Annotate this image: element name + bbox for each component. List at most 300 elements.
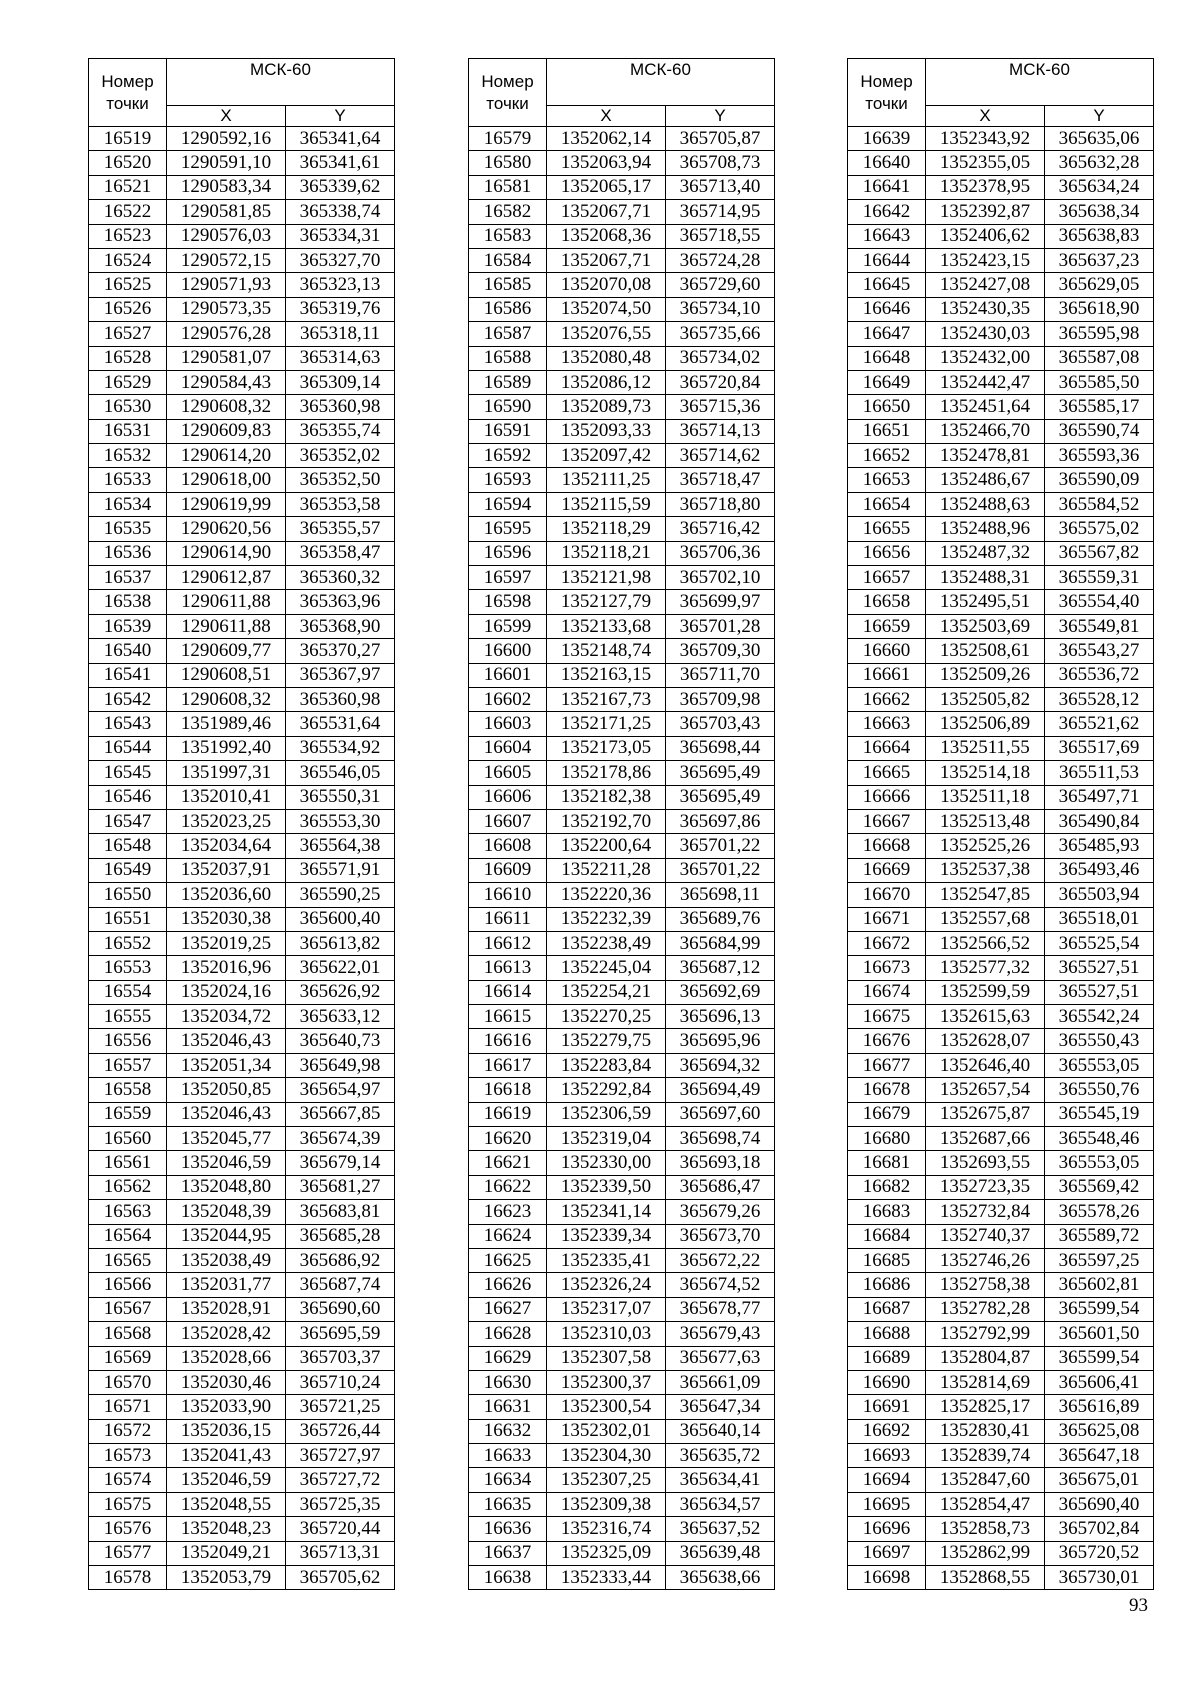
table-row — [89, 712, 395, 736]
y-coordinate-cell: 365640,73 — [286, 1029, 395, 1053]
point-number-cell: 16651 — [848, 419, 926, 443]
y-coordinate-cell: 365314,63 — [286, 346, 395, 370]
point-number-cell: 16578 — [89, 1566, 167, 1590]
table-row — [89, 785, 395, 809]
x-coordinate-cell: 1352031,77 — [167, 1273, 286, 1297]
x-coordinate-cell: 1351989,46 — [167, 712, 286, 736]
y-coordinate-cell: 365318,11 — [286, 322, 395, 346]
y-coordinate-cell: 365309,14 — [286, 370, 395, 394]
point-number-cell: 16661 — [848, 663, 926, 687]
x-coordinate-cell: 1352511,55 — [926, 736, 1045, 760]
point-number-cell: 16685 — [848, 1248, 926, 1272]
point-number-cell: 16630 — [469, 1370, 547, 1394]
table-row — [89, 663, 395, 687]
table-row — [848, 468, 1154, 492]
table-row — [848, 1102, 1154, 1126]
y-coordinate-cell: 365714,62 — [666, 444, 775, 468]
table-row — [469, 517, 775, 541]
y-coordinate-cell: 365695,59 — [286, 1322, 395, 1346]
table-row — [848, 907, 1154, 931]
y-coordinate-cell: 365635,72 — [666, 1444, 775, 1468]
x-coordinate-cell: 1352115,59 — [547, 492, 666, 516]
x-coordinate-cell: 1352488,96 — [926, 517, 1045, 541]
y-coordinate-cell: 365734,02 — [666, 346, 775, 370]
table-row — [469, 1395, 775, 1419]
x-coordinate-cell: 1352615,63 — [926, 1005, 1045, 1029]
table-row — [469, 175, 775, 199]
x-coordinate-cell: 1352046,43 — [167, 1029, 286, 1053]
point-number-cell: 16538 — [89, 590, 167, 614]
table-row — [848, 712, 1154, 736]
x-coordinate-cell: 1352307,25 — [547, 1468, 666, 1492]
point-number-cell: 16698 — [848, 1566, 926, 1590]
y-coordinate-cell: 365618,90 — [1045, 297, 1154, 321]
table-row — [89, 1248, 395, 1272]
table-row — [89, 858, 395, 882]
point-number-cell: 16599 — [469, 614, 547, 638]
x-coordinate-cell: 1352080,48 — [547, 346, 666, 370]
y-coordinate-cell: 365367,97 — [286, 663, 395, 687]
table-row — [848, 931, 1154, 955]
table-row — [848, 200, 1154, 224]
table-row — [469, 444, 775, 468]
x-coordinate-cell: 1352070,08 — [547, 273, 666, 297]
x-coordinate-cell: 1352065,17 — [547, 175, 666, 199]
x-header: X — [547, 105, 666, 126]
point-number-cell: 16582 — [469, 200, 547, 224]
point-number-cell: 16588 — [469, 346, 547, 370]
table-row — [89, 956, 395, 980]
y-coordinate-cell: 365683,81 — [286, 1200, 395, 1224]
x-coordinate-cell: 1352355,05 — [926, 151, 1045, 175]
point-number-cell: 16628 — [469, 1322, 547, 1346]
x-coordinate-cell: 1352037,91 — [167, 858, 286, 882]
point-number-cell: 16687 — [848, 1297, 926, 1321]
x-coordinate-cell: 1290576,28 — [167, 322, 286, 346]
point-number-cell: 16557 — [89, 1053, 167, 1077]
y-coordinate-cell: 365674,52 — [666, 1273, 775, 1297]
y-coordinate-cell: 365718,80 — [666, 492, 775, 516]
y-coordinate-cell: 365647,34 — [666, 1395, 775, 1419]
table-row — [848, 151, 1154, 175]
table-row — [89, 273, 395, 297]
y-coordinate-cell: 365724,28 — [666, 248, 775, 272]
y-coordinate-cell: 365679,14 — [286, 1151, 395, 1175]
x-coordinate-cell: 1290609,77 — [167, 639, 286, 663]
y-coordinate-cell: 365634,41 — [666, 1468, 775, 1492]
x-coordinate-cell: 1290573,35 — [167, 297, 286, 321]
table-row — [848, 1200, 1154, 1224]
y-coordinate-cell: 365584,52 — [1045, 492, 1154, 516]
point-number-header: Номер точки — [848, 59, 926, 127]
point-number-cell: 16527 — [89, 322, 167, 346]
point-number-cell: 16675 — [848, 1005, 926, 1029]
y-coordinate-cell: 365720,52 — [1045, 1541, 1154, 1565]
point-number-cell: 16626 — [469, 1273, 547, 1297]
point-number-cell: 16532 — [89, 444, 167, 468]
point-number-cell: 16562 — [89, 1175, 167, 1199]
x-coordinate-cell: 1352513,48 — [926, 809, 1045, 833]
y-coordinate-cell: 365553,30 — [286, 809, 395, 833]
point-number-cell: 16564 — [89, 1224, 167, 1248]
table-row — [469, 273, 775, 297]
table-row — [89, 566, 395, 590]
point-number-cell: 16567 — [89, 1297, 167, 1321]
point-number-cell: 16619 — [469, 1102, 547, 1126]
point-number-cell: 16542 — [89, 687, 167, 711]
point-number-cell: 16529 — [89, 370, 167, 394]
y-coordinate-cell: 365546,05 — [286, 761, 395, 785]
y-coordinate-cell: 365697,86 — [666, 809, 775, 833]
table-row — [89, 1346, 395, 1370]
x-coordinate-cell: 1290608,32 — [167, 687, 286, 711]
x-coordinate-cell: 1352171,25 — [547, 712, 666, 736]
y-coordinate-cell: 365593,36 — [1045, 444, 1154, 468]
y-coordinate-cell: 365679,43 — [666, 1322, 775, 1346]
point-number-cell: 16534 — [89, 492, 167, 516]
table-row — [469, 1444, 775, 1468]
point-number-cell: 16569 — [89, 1346, 167, 1370]
point-number-cell: 16547 — [89, 809, 167, 833]
point-number-cell: 16696 — [848, 1517, 926, 1541]
table-row — [469, 590, 775, 614]
table-row — [469, 1200, 775, 1224]
x-coordinate-cell: 1352488,31 — [926, 566, 1045, 590]
point-number-cell: 16550 — [89, 883, 167, 907]
x-coordinate-cell: 1352505,82 — [926, 687, 1045, 711]
y-coordinate-cell: 365713,40 — [666, 175, 775, 199]
point-number-cell: 16645 — [848, 273, 926, 297]
x-coordinate-cell: 1352830,41 — [926, 1419, 1045, 1443]
point-number-cell: 16653 — [848, 468, 926, 492]
x-coordinate-cell: 1290609,83 — [167, 419, 286, 443]
point-number-cell: 16629 — [469, 1346, 547, 1370]
table-row — [848, 248, 1154, 272]
table-row — [848, 224, 1154, 248]
y-coordinate-cell: 365695,49 — [666, 761, 775, 785]
x-coordinate-cell: 1352283,84 — [547, 1053, 666, 1077]
table-row — [89, 1517, 395, 1541]
table-row — [848, 1444, 1154, 1468]
y-coordinate-cell: 365569,42 — [1045, 1175, 1154, 1199]
y-coordinate-cell: 365550,43 — [1045, 1029, 1154, 1053]
x-coordinate-cell: 1352307,58 — [547, 1346, 666, 1370]
x-coordinate-cell: 1352804,87 — [926, 1346, 1045, 1370]
point-number-cell: 16668 — [848, 834, 926, 858]
point-number-cell: 16660 — [848, 639, 926, 663]
x-coordinate-cell: 1352019,25 — [167, 931, 286, 955]
point-number-cell: 16535 — [89, 517, 167, 541]
table-row — [848, 517, 1154, 541]
table-row — [848, 1053, 1154, 1077]
y-coordinate-cell: 365542,24 — [1045, 1005, 1154, 1029]
point-number-cell: 16624 — [469, 1224, 547, 1248]
table-row — [469, 419, 775, 443]
point-number-cell: 16554 — [89, 980, 167, 1004]
table-row — [89, 809, 395, 833]
table-row — [469, 1273, 775, 1297]
x-coordinate-cell: 1290608,32 — [167, 395, 286, 419]
y-coordinate-cell: 365709,98 — [666, 687, 775, 711]
point-number-cell: 16693 — [848, 1444, 926, 1468]
y-coordinate-cell: 365585,17 — [1045, 395, 1154, 419]
x-coordinate-cell: 1352758,38 — [926, 1273, 1045, 1297]
table-row — [848, 1541, 1154, 1565]
point-number-cell: 16545 — [89, 761, 167, 785]
y-coordinate-cell: 365690,60 — [286, 1297, 395, 1321]
table-row — [848, 1492, 1154, 1516]
table-row — [469, 1078, 775, 1102]
x-coordinate-cell: 1352053,79 — [167, 1566, 286, 1590]
y-coordinate-cell: 365360,98 — [286, 687, 395, 711]
y-coordinate-cell: 365527,51 — [1045, 980, 1154, 1004]
y-coordinate-cell: 365334,31 — [286, 224, 395, 248]
table-row — [848, 614, 1154, 638]
table-row — [89, 127, 395, 151]
table-row — [89, 1541, 395, 1565]
x-coordinate-cell: 1352392,87 — [926, 200, 1045, 224]
y-coordinate-cell: 365341,64 — [286, 127, 395, 151]
x-coordinate-cell: 1352028,91 — [167, 1297, 286, 1321]
y-coordinate-cell: 365661,09 — [666, 1370, 775, 1394]
y-coordinate-cell: 365689,76 — [666, 907, 775, 931]
point-number-cell: 16540 — [89, 639, 167, 663]
table-row — [89, 419, 395, 443]
y-coordinate-cell: 365705,87 — [666, 127, 775, 151]
point-number-cell: 16667 — [848, 809, 926, 833]
x-coordinate-cell: 1352063,94 — [547, 151, 666, 175]
y-coordinate-cell: 365590,74 — [1045, 419, 1154, 443]
point-number-cell: 16553 — [89, 956, 167, 980]
point-number-cell: 16637 — [469, 1541, 547, 1565]
table-row — [469, 1541, 775, 1565]
point-number-header: Номер точки — [469, 59, 547, 127]
x-coordinate-cell: 1352046,59 — [167, 1151, 286, 1175]
x-coordinate-cell: 1352525,26 — [926, 834, 1045, 858]
y-coordinate-cell: 365684,99 — [666, 931, 775, 955]
x-coordinate-cell: 1352537,38 — [926, 858, 1045, 882]
x-coordinate-cell: 1352858,73 — [926, 1517, 1045, 1541]
x-coordinate-cell: 1352557,68 — [926, 907, 1045, 931]
x-coordinate-cell: 1290581,07 — [167, 346, 286, 370]
x-coordinate-cell: 1352341,14 — [547, 1200, 666, 1224]
y-coordinate-cell: 365590,09 — [1045, 468, 1154, 492]
table-row — [469, 346, 775, 370]
x-coordinate-cell: 1352048,23 — [167, 1517, 286, 1541]
table-row — [469, 1248, 775, 1272]
x-coordinate-cell: 1352148,74 — [547, 639, 666, 663]
point-number-cell: 16627 — [469, 1297, 547, 1321]
x-coordinate-cell: 1352847,60 — [926, 1468, 1045, 1492]
table-row — [469, 224, 775, 248]
y-coordinate-cell: 365678,77 — [666, 1297, 775, 1321]
table-row — [469, 1127, 775, 1151]
table-row — [848, 736, 1154, 760]
page-number: 93 — [1129, 1595, 1148, 1616]
y-coordinate-cell: 365690,40 — [1045, 1492, 1154, 1516]
point-number-cell: 16524 — [89, 248, 167, 272]
x-coordinate-cell: 1352488,63 — [926, 492, 1045, 516]
table-row — [848, 1395, 1154, 1419]
x-coordinate-cell: 1290614,20 — [167, 444, 286, 468]
y-coordinate-cell: 365713,31 — [286, 1541, 395, 1565]
table-row — [848, 663, 1154, 687]
point-number-cell: 16646 — [848, 297, 926, 321]
table-row — [848, 127, 1154, 151]
x-coordinate-cell: 1352310,03 — [547, 1322, 666, 1346]
table-row — [469, 761, 775, 785]
x-coordinate-cell: 1352432,00 — [926, 346, 1045, 370]
x-coordinate-cell: 1352508,61 — [926, 639, 1045, 663]
y-coordinate-cell: 365578,26 — [1045, 1200, 1154, 1224]
point-number-cell: 16636 — [469, 1517, 547, 1541]
x-coordinate-cell: 1352868,55 — [926, 1566, 1045, 1590]
table-row — [89, 492, 395, 516]
y-coordinate-cell: 365727,97 — [286, 1444, 395, 1468]
x-coordinate-cell: 1290572,15 — [167, 248, 286, 272]
table-row — [469, 1419, 775, 1443]
x-coordinate-cell: 1290611,88 — [167, 590, 286, 614]
table-row — [848, 346, 1154, 370]
y-coordinate-cell: 365587,08 — [1045, 346, 1154, 370]
y-coordinate-cell: 365358,47 — [286, 541, 395, 565]
x-coordinate-cell: 1352657,54 — [926, 1078, 1045, 1102]
table-row — [469, 980, 775, 1004]
y-coordinate-cell: 365637,23 — [1045, 248, 1154, 272]
table-row — [469, 151, 775, 175]
point-number-cell: 16519 — [89, 127, 167, 151]
x-coordinate-cell: 1352495,51 — [926, 590, 1045, 614]
x-coordinate-cell: 1352028,42 — [167, 1322, 286, 1346]
x-coordinate-cell: 1352300,54 — [547, 1395, 666, 1419]
y-coordinate-cell: 365595,98 — [1045, 322, 1154, 346]
y-coordinate-cell: 365536,72 — [1045, 663, 1154, 687]
y-coordinate-cell: 365693,18 — [666, 1151, 775, 1175]
table-row — [89, 1200, 395, 1224]
table-row — [89, 907, 395, 931]
x-coordinate-cell: 1352089,73 — [547, 395, 666, 419]
y-coordinate-cell: 365613,82 — [286, 931, 395, 955]
table-row — [89, 1029, 395, 1053]
point-number-cell: 16595 — [469, 517, 547, 541]
point-number-cell: 16589 — [469, 370, 547, 394]
point-number-cell: 16590 — [469, 395, 547, 419]
x-coordinate-cell: 1352862,99 — [926, 1541, 1045, 1565]
table-row — [848, 1322, 1154, 1346]
x-coordinate-cell: 1352163,15 — [547, 663, 666, 687]
y-coordinate-cell: 365667,85 — [286, 1102, 395, 1126]
point-number-cell: 16618 — [469, 1078, 547, 1102]
y-coordinate-cell: 365687,12 — [666, 956, 775, 980]
x-coordinate-cell: 1352628,07 — [926, 1029, 1045, 1053]
table-row — [89, 736, 395, 760]
y-coordinate-cell: 365528,12 — [1045, 687, 1154, 711]
table-row — [469, 1322, 775, 1346]
y-coordinate-cell: 365575,02 — [1045, 517, 1154, 541]
table-row — [89, 1395, 395, 1419]
y-coordinate-cell: 365674,39 — [286, 1127, 395, 1151]
y-coordinate-cell: 365352,02 — [286, 444, 395, 468]
table-row — [848, 761, 1154, 785]
point-number-cell: 16641 — [848, 175, 926, 199]
point-number-cell: 16652 — [848, 444, 926, 468]
point-number-cell: 16642 — [848, 200, 926, 224]
table-row — [469, 1468, 775, 1492]
table-row — [848, 590, 1154, 614]
y-coordinate-cell: 365626,92 — [286, 980, 395, 1004]
table-row — [89, 1566, 395, 1590]
table-row — [469, 127, 775, 151]
y-coordinate-cell: 365696,13 — [666, 1005, 775, 1029]
table-row — [469, 956, 775, 980]
x-coordinate-cell: 1352599,59 — [926, 980, 1045, 1004]
table-row — [469, 785, 775, 809]
x-coordinate-cell: 1352048,55 — [167, 1492, 286, 1516]
x-coordinate-cell: 1352343,92 — [926, 127, 1045, 151]
table-row — [89, 1370, 395, 1394]
y-coordinate-cell: 365701,22 — [666, 834, 775, 858]
table-row — [848, 370, 1154, 394]
y-coordinate-cell: 365654,97 — [286, 1078, 395, 1102]
x-coordinate-cell: 1352302,01 — [547, 1419, 666, 1443]
point-number-cell: 16677 — [848, 1053, 926, 1077]
x-coordinate-cell: 1352339,50 — [547, 1175, 666, 1199]
y-coordinate-cell: 365585,50 — [1045, 370, 1154, 394]
x-coordinate-cell: 1352451,64 — [926, 395, 1045, 419]
y-coordinate-cell: 365702,10 — [666, 566, 775, 590]
table-row — [469, 566, 775, 590]
point-number-cell: 16596 — [469, 541, 547, 565]
point-number-cell: 16528 — [89, 346, 167, 370]
table-row — [89, 614, 395, 638]
table-row — [469, 1005, 775, 1029]
y-coordinate-cell: 365720,44 — [286, 1517, 395, 1541]
point-number-cell: 16679 — [848, 1102, 926, 1126]
table-row — [469, 1566, 775, 1590]
y-coordinate-cell: 365647,18 — [1045, 1444, 1154, 1468]
table-row — [89, 1322, 395, 1346]
table-row — [89, 980, 395, 1004]
point-number-cell: 16600 — [469, 639, 547, 663]
x-coordinate-cell: 1352292,84 — [547, 1078, 666, 1102]
table-row — [848, 273, 1154, 297]
coordinate-system-header: МСК-60 — [167, 59, 395, 106]
x-coordinate-cell: 1352309,38 — [547, 1492, 666, 1516]
coordinate-system-header: МСК-60 — [926, 59, 1154, 106]
point-number-cell: 16640 — [848, 151, 926, 175]
table-row — [469, 736, 775, 760]
table-row — [89, 883, 395, 907]
y-coordinate-cell: 365543,27 — [1045, 639, 1154, 663]
point-number-cell: 16573 — [89, 1444, 167, 1468]
y-header: Y — [666, 105, 775, 126]
point-number-cell: 16591 — [469, 419, 547, 443]
y-coordinate-cell: 365715,36 — [666, 395, 775, 419]
point-number-cell: 16691 — [848, 1395, 926, 1419]
table-row — [89, 1127, 395, 1151]
point-number-cell: 16537 — [89, 566, 167, 590]
y-coordinate-cell: 365521,62 — [1045, 712, 1154, 736]
y-coordinate-cell: 365550,76 — [1045, 1078, 1154, 1102]
x-coordinate-cell: 1352067,71 — [547, 200, 666, 224]
y-coordinate-cell: 365675,01 — [1045, 1468, 1154, 1492]
table-row — [469, 322, 775, 346]
table-row — [89, 639, 395, 663]
point-number-cell: 16647 — [848, 322, 926, 346]
table-row — [89, 834, 395, 858]
y-coordinate-cell: 365692,69 — [666, 980, 775, 1004]
y-coordinate-cell: 365517,69 — [1045, 736, 1154, 760]
